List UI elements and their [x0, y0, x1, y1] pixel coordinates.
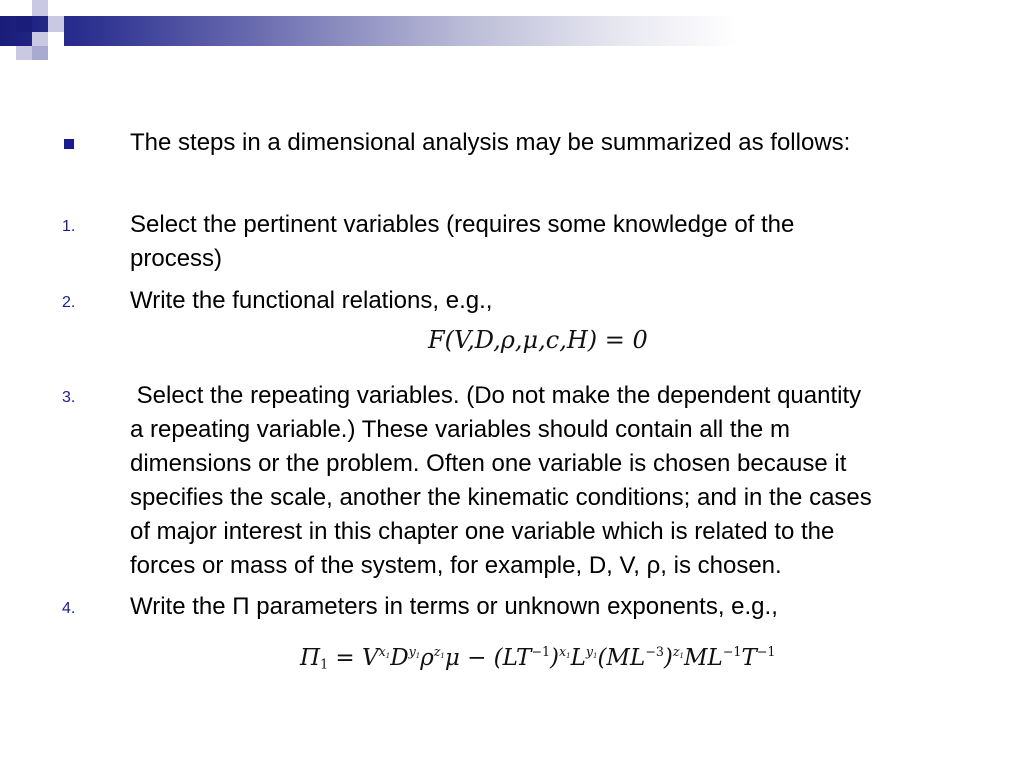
- step-4-line: Write the Π parameters in terms or unknown exponents, e.g.,: [130, 593, 778, 620]
- intro-text: The steps in a dimensional analysis may be summarized as follows:: [130, 129, 851, 156]
- bullet-icon: [64, 139, 74, 149]
- step-2-line: Write the functional relations, e.g.,: [130, 287, 493, 314]
- step-3-line: Select the repeating variables. (Do not make the dependent quantity: [130, 382, 862, 409]
- step-3-line: a repeating variable.) These variables should contain all the m: [130, 416, 790, 443]
- step-1-line: process): [130, 245, 223, 272]
- step-number: 1.: [62, 218, 76, 235]
- step-3-line: dimensions or the problem. Often one variable is chosen because it: [130, 450, 847, 477]
- step-3-line: of major interest in this chapter one variable which is related to the: [130, 518, 835, 545]
- equation-functional-relation: F(V,D,ρ,μ,c,H) = 0: [428, 326, 648, 354]
- step-3-line: forces or mass of the system, for example, D, V, ρ, is chosen.: [130, 552, 782, 579]
- step-number: 2.: [62, 294, 76, 311]
- step-3-line: specifies the scale, another the kinematic conditions; and in the cases: [130, 484, 872, 511]
- step-1-line: Select the pertinent variables (requires some knowledge of the: [130, 211, 795, 238]
- header-bar: [0, 16, 1024, 46]
- step-number: 3.: [62, 389, 76, 406]
- equation-pi-parameter: $\Pi_1 = V^{x_1}D^{y_1}\rho^{z_1}\mu - (LT^{-1})^{x_1}L^{y_1}(ML^{-3})^{z_1}ML^{-1}T^{-1}$: [300, 644, 776, 672]
- step-number: 4.: [62, 600, 76, 617]
